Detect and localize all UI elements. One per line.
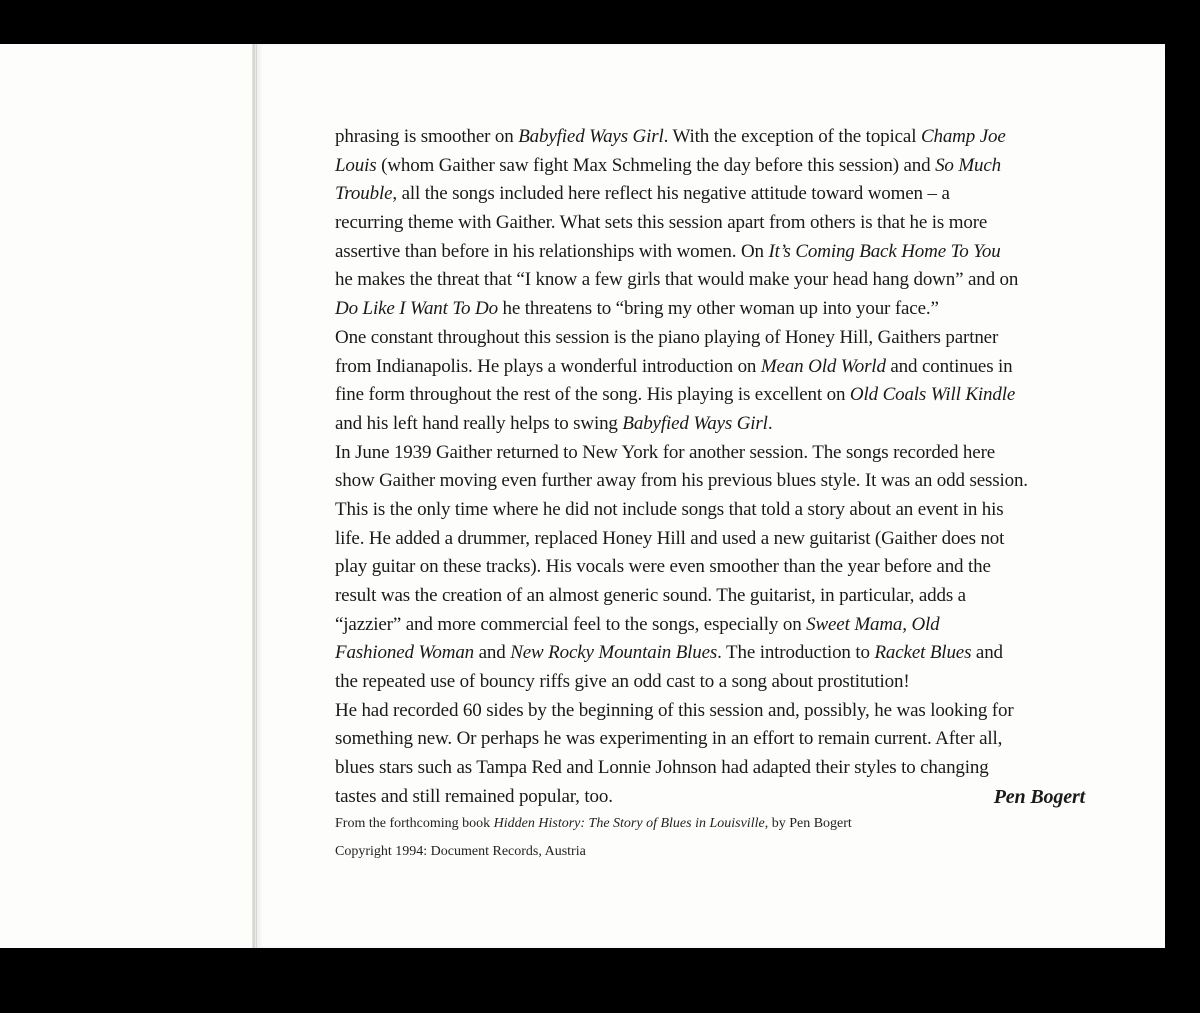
text-line: Do Like I Want To Do he threatens to “bring my other woman up into your face.” — [335, 298, 939, 320]
left-line — [0, 597, 185, 626]
left-line — [0, 196, 185, 225]
author-signature: Pen Bogert — [993, 785, 1085, 808]
song-title: So Much — [935, 154, 1002, 176]
song-title: Trouble — [335, 183, 393, 205]
book-title: Hidden History: The Story of Blues in Louisville — [493, 816, 765, 831]
song-title: Old Coals Will Kindle — [849, 384, 1016, 406]
text-line: fine form throughout the rest of the song. His playing is excellent on Old Coals Will Kindle — [335, 384, 1016, 406]
left-line — [0, 368, 185, 397]
song-title: Do Like I Want To Do — [335, 298, 498, 320]
left-line — [0, 741, 185, 770]
left-line — [0, 454, 185, 483]
left-line — [0, 540, 185, 569]
left-line — [0, 569, 185, 598]
text-line: recurring theme with Gaither. What sets this session apart from others is that he is more — [335, 212, 988, 234]
left-page-text — [0, 167, 185, 913]
left-line — [0, 655, 185, 684]
left-line — [0, 511, 185, 540]
text-line: “jazzier” and more commercial feel to the songs, especially on Sweet Mama, Old — [335, 613, 940, 635]
text-line: This is the only time where he did not include songs that told a story about an event in his — [335, 498, 1004, 520]
right-page-text — [335, 123, 1087, 812]
left-line — [0, 769, 185, 798]
left-line — [0, 253, 185, 282]
text-line: One constant throughout this session is the piano playing of Honey Hill, Gaithers partner — [335, 326, 999, 348]
song-title: Fashioned Woman — [335, 642, 475, 664]
left-line — [0, 856, 185, 885]
text-line: assertive than before in his relationships with women. On It’s Coming Back Home To You — [335, 240, 1001, 262]
text-line: In June 1939 Gaither returned to New York for another session. The songs recorded here — [335, 441, 996, 463]
song-title: Babyfied Ways Girl — [622, 412, 768, 434]
text-line: tastes and still remained popular, too. Pen Bogert — [335, 783, 1087, 812]
left-line — [0, 339, 185, 368]
left-line — [0, 626, 185, 655]
text-line: show Gaither moving even further away from his previous blues style. It was an odd session. — [335, 470, 1028, 492]
text-line: play guitar on these tracks). His vocals were even smoother than the year before and the — [335, 556, 991, 578]
left-page — [0, 44, 252, 948]
text-line: phrasing is smoother on Babyfied Ways Girl. With the exception of the topical Champ Joe — [335, 126, 1006, 147]
text-line: result was the creation of an almost generic sound. The guitarist, in particular, adds a — [335, 585, 966, 606]
left-line — [0, 884, 185, 913]
text-line: the repeated use of bouncy riffs give an odd cast to a song about prostitution! — [335, 671, 910, 693]
left-line — [0, 683, 185, 712]
song-title: Babyfied Ways Girl — [518, 126, 664, 147]
song-title: Champ Joe — [920, 126, 1006, 147]
left-line — [0, 282, 185, 311]
text-line: Fashioned Woman and New Rocky Mountain Blues. The introduction to Racket Blues and — [335, 642, 1003, 664]
text-line: and his left hand really helps to swing Babyfied Ways Girl. — [335, 412, 773, 434]
song-title: New Rocky Mountain Blues — [510, 642, 718, 664]
left-line — [0, 167, 185, 196]
text-line: from Indianapolis. He plays a wonderful introduction on Mean Old World and continues in — [335, 355, 1013, 377]
text-line: something new. Or perhaps he was experimenting in an effort to remain current. After all, — [335, 728, 1003, 750]
text-line: blues stars such as Tampa Red and Lonnie Johnson had adapted their styles to changing — [335, 757, 989, 779]
song-title: Louis — [335, 154, 377, 176]
text-line: Louis (whom Gaither saw fight Max Schmeling the day before this session) and So Much — [335, 154, 1002, 176]
text-line: he makes the threat that “I know a few girls that would make your head hang down” and on — [335, 269, 1019, 291]
text-line: He had recorded 60 sides by the beginning of this session and, possibly, he was looking for — [335, 699, 1014, 721]
song-title: Mean Old World — [760, 355, 886, 377]
left-line — [0, 712, 185, 741]
source-footnote: From the forthcoming book Hidden History: The Story of Blues in Louisville, by Pen Bogert — [335, 816, 852, 831]
left-line — [0, 827, 185, 856]
left-line — [0, 483, 185, 512]
left-line — [0, 224, 185, 253]
left-line — [0, 425, 185, 454]
left-line — [0, 798, 185, 827]
text-line: Trouble, all the songs included here reflect his negative attitude toward women – a — [335, 183, 950, 205]
song-title: Racket Blues — [874, 642, 972, 664]
copyright-notice: Copyright 1994: Document Records, Austria — [335, 844, 586, 859]
text-line: life. He added a drummer, replaced Honey Hill and used a new guitarist (Gaither does not — [335, 527, 1005, 549]
song-title: Sweet Mama, Old — [806, 613, 940, 635]
song-title: It’s Coming Back Home To You — [768, 240, 1001, 262]
left-line — [0, 310, 185, 339]
left-line — [0, 397, 185, 426]
